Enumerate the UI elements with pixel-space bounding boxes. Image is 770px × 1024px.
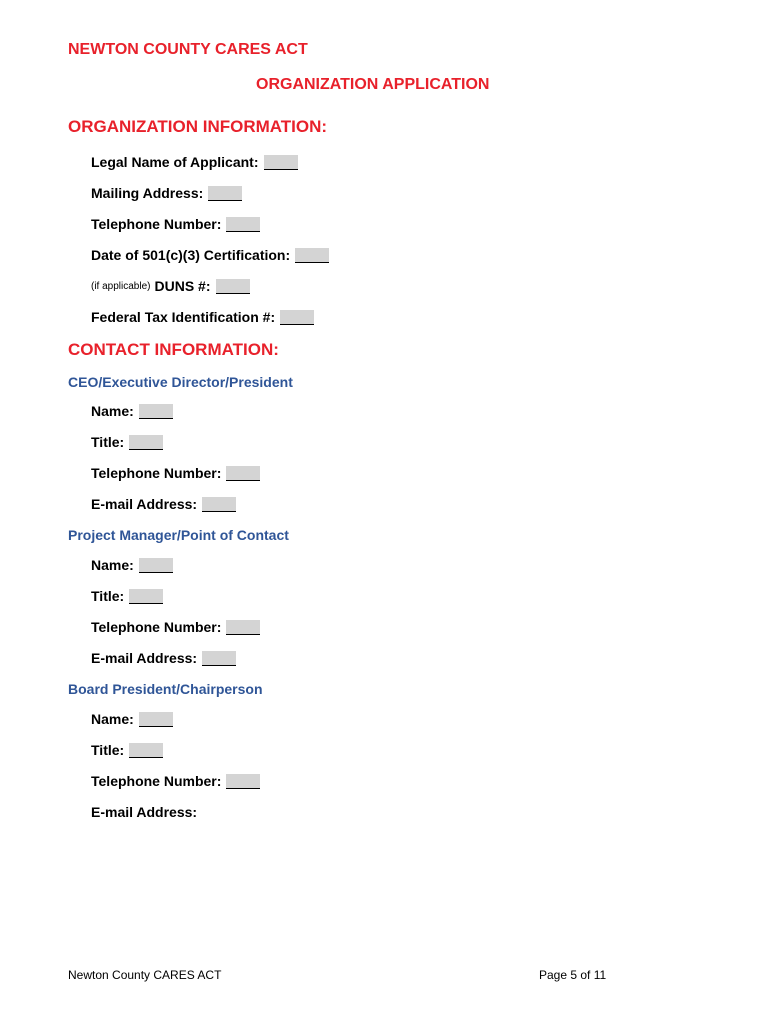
duns-input[interactable] [216,279,250,294]
legal-name-label: Legal Name of Applicant: [91,154,259,170]
legal-name-field [91,154,298,170]
ceo-title-label: Title: [91,434,125,450]
pm-title-label: Title: [91,588,125,604]
ceo-email-label: E-mail Address: [91,496,198,512]
pm-email-field [91,650,236,666]
board-name-label: Name: [91,711,134,727]
ceo-email-field [91,496,236,512]
certification-date-input[interactable] [295,248,329,263]
pm-name-input[interactable] [139,558,173,573]
board-name-field [91,711,173,727]
footer-document-name: Newton County CARES ACT [68,968,222,982]
pm-email-input[interactable] [202,651,236,666]
organization-information-heading: ORGANIZATION INFORMATION: [68,117,328,136]
pm-telephone-input[interactable] [226,620,260,635]
pm-telephone-label: Telephone Number: [91,619,222,635]
duns-note: (if applicable) [91,280,151,292]
org-telephone-field [91,216,260,232]
document-title: NEWTON COUNTY CARES ACT [68,41,308,58]
board-title-input[interactable] [129,743,163,758]
board-telephone-field [91,773,260,789]
board-email-field [91,804,197,820]
board-title-field [91,742,163,758]
mailing-address-field [91,185,242,201]
mailing-address-input[interactable] [208,186,242,201]
board-telephone-input[interactable] [226,774,260,789]
tax-id-input[interactable] [280,310,314,325]
pm-email-label: E-mail Address: [91,650,198,666]
mailing-address-label: Mailing Address: [91,185,204,201]
board-title-label: Title: [91,742,125,758]
board-name-input[interactable] [139,712,173,727]
ceo-telephone-input[interactable] [226,466,260,481]
pm-title-input[interactable] [129,589,163,604]
certification-date-label: Date of 501(c)(3) Certification: [91,247,291,263]
ceo-email-input[interactable] [202,497,236,512]
ceo-telephone-label: Telephone Number: [91,465,222,481]
ceo-name-field [91,403,173,419]
ceo-title-field [91,434,163,450]
pm-telephone-field [91,619,260,635]
document-subtitle: ORGANIZATION APPLICATION [256,76,490,93]
board-president-heading: Board President/Chairperson [68,681,263,697]
duns-label: DUNS #: [154,278,211,294]
ceo-name-label: Name: [91,403,134,419]
board-email-label: E-mail Address: [91,804,198,820]
legal-name-input[interactable] [264,155,298,170]
certification-date-field [91,247,329,263]
board-telephone-label: Telephone Number: [91,773,222,789]
tax-id-field [91,309,314,325]
pm-title-field [91,588,163,604]
footer-page-number: Page 5 of 11 [539,968,607,982]
org-telephone-input[interactable] [226,217,260,232]
project-manager-heading: Project Manager/Point of Contact [68,527,289,543]
tax-id-label: Federal Tax Identification #: [91,309,276,325]
pm-name-field [91,557,173,573]
pm-name-label: Name: [91,557,134,573]
org-telephone-label: Telephone Number: [91,216,222,232]
ceo-heading: CEO/Executive Director/President [68,374,293,390]
ceo-name-input[interactable] [139,404,173,419]
duns-field [91,278,250,294]
contact-information-heading: CONTACT INFORMATION: [68,340,279,359]
ceo-title-input[interactable] [129,435,163,450]
ceo-telephone-field [91,465,260,481]
